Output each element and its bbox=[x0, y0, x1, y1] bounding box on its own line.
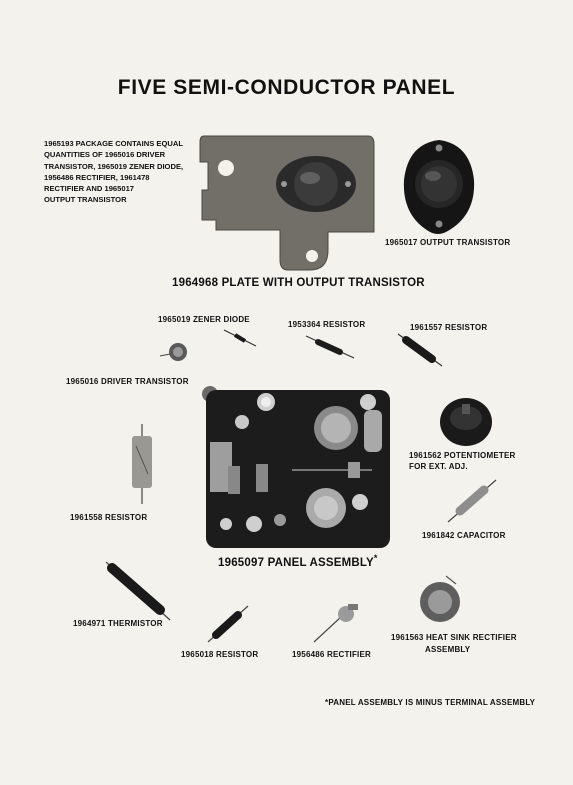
resistor-1953364-photo bbox=[304, 332, 356, 362]
potentiometer-label-line2: FOR EXT. ADJ. bbox=[409, 462, 468, 471]
driver-transistor-photo bbox=[156, 338, 192, 368]
page-title: FIVE SEMI-CONDUCTOR PANEL bbox=[117, 76, 456, 99]
plate-label: 1964968 PLATE WITH OUTPUT TRANSISTOR bbox=[172, 277, 425, 289]
potentiometer-photo bbox=[436, 396, 496, 448]
rectifier-photo bbox=[312, 602, 360, 644]
resistor-1965018-label: 1965018 RESISTOR bbox=[181, 650, 259, 659]
zener-label: 1965019 ZENER DIODE bbox=[158, 315, 250, 324]
capacitor-label: 1961842 CAPACITOR bbox=[422, 531, 506, 540]
output-transistor-photo bbox=[400, 138, 478, 236]
panel-assembly-photo bbox=[196, 384, 392, 550]
heat-sink-label-line1: 1961563 HEAT SINK RECTIFIER bbox=[391, 633, 517, 642]
heat-sink-rectifier-photo bbox=[416, 574, 464, 626]
package-note-line: 1965193 PACKAGE CONTAINS EQUAL bbox=[44, 139, 183, 148]
footnote: *PANEL ASSEMBLY IS MINUS TERMINAL ASSEMBLY bbox=[325, 698, 536, 707]
resistor-1961558-label: 1961558 RESISTOR bbox=[70, 513, 148, 522]
resistor-1961557-label: 1961557 RESISTOR bbox=[410, 323, 488, 332]
output-transistor-label: 1965017 OUTPUT TRANSISTOR bbox=[385, 238, 511, 247]
zener-diode-photo bbox=[222, 326, 258, 350]
package-note-line: QUANTITIES OF 1965016 DRIVER bbox=[44, 150, 166, 160]
thermistor-label: 1964971 THERMISTOR bbox=[73, 619, 163, 628]
panel-assembly-label bbox=[218, 553, 378, 569]
package-note-line: RECTIFIER AND 1965017 bbox=[44, 184, 135, 194]
resistor-1953364-label: 1953364 RESISTOR bbox=[288, 320, 366, 329]
package-note-line: OUTPUT TRANSISTOR bbox=[44, 195, 127, 205]
heat-sink-label-line2: ASSEMBLY bbox=[425, 645, 471, 654]
driver-transistor-label: 1965016 DRIVER TRANSISTOR bbox=[66, 377, 189, 386]
package-note-line: 1956486 RECTIFIER, 1961478 bbox=[44, 172, 150, 182]
plate-photo bbox=[196, 132, 376, 276]
package-note-line: TRANSISTOR, 1965019 ZENER DIODE, bbox=[44, 161, 184, 171]
package-note bbox=[44, 138, 194, 206]
resistor-1965018-photo bbox=[206, 604, 250, 644]
potentiometer-label-line1: 1961562 POTENTIOMETER bbox=[409, 451, 516, 460]
resistor-1961557-photo bbox=[396, 332, 444, 368]
resistor-1961558-photo bbox=[124, 424, 160, 504]
thermistor-photo bbox=[104, 560, 172, 622]
panel-assembly-text: 1965097 PANEL ASSEMBLY bbox=[218, 556, 374, 569]
rectifier-label: 1956486 RECTIFIER bbox=[292, 650, 371, 659]
capacitor-photo bbox=[446, 478, 498, 524]
panel-assembly-asterisk: * bbox=[373, 553, 378, 563]
